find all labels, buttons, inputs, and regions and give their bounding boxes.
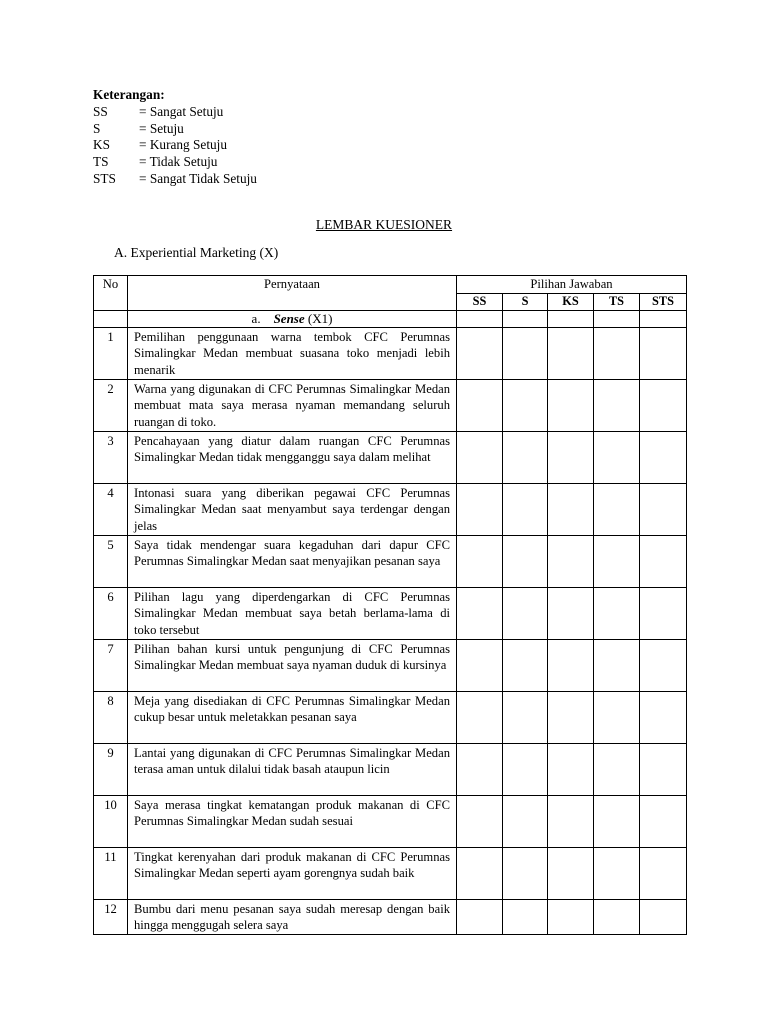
questionnaire-table <box>93 275 687 935</box>
answer-cell-sts[interactable] <box>640 640 687 692</box>
answer-cell-ss[interactable] <box>457 432 503 484</box>
statement-text: Meja yang disediakan di CFC Perumnas Simalingkar Medan cukup besar untuk meletakkan pesanan saya <box>128 692 457 744</box>
answer-cell-sts[interactable] <box>640 588 687 640</box>
legend-heading: Keterangan: <box>93 87 165 102</box>
table-row <box>94 380 687 432</box>
statement-text: Warna yang digunakan di CFC Perumnas Simalingkar Medan membuat mata saya merasa nyaman memandang seluruh ruangan di toko. <box>128 380 457 432</box>
statement-text: Saya tidak mendengar suara kegaduhan dari dapur CFC Perumnas Simalingkar Medan saat menyajikan pesanan saya <box>128 536 457 588</box>
row-number: 2 <box>94 380 128 432</box>
legend-abbr: STS <box>93 170 116 186</box>
row-number: 5 <box>94 536 128 588</box>
answer-cell-ss[interactable] <box>457 588 503 640</box>
legend-row <box>93 121 257 138</box>
answer-cell-ts[interactable] <box>594 744 640 796</box>
answer-cell-ks[interactable] <box>548 432 594 484</box>
subsection-cell <box>457 311 503 328</box>
legend-desc: = Sangat Tidak Setuju <box>139 170 257 186</box>
answer-cell-s[interactable] <box>503 328 548 380</box>
statement-text: Saya merasa tingkat kematangan produk makanan di CFC Perumnas Simalingkar Medan sudah sesuai <box>128 796 457 848</box>
statement-text: Pilihan bahan kursi untuk pengunjung di CFC Perumnas Simalingkar Medan membuat saya nyaman duduk di kursinya <box>128 640 457 692</box>
answer-cell-ss[interactable] <box>457 484 503 536</box>
document-title: LEMBAR KUESIONER <box>315 217 453 232</box>
answer-cell-ks[interactable] <box>548 640 594 692</box>
header-statement: Pernyataan <box>128 276 457 311</box>
row-number: 9 <box>94 744 128 796</box>
answer-cell-ss[interactable] <box>457 848 503 900</box>
legend-row <box>93 137 257 154</box>
answer-cell-ss[interactable] <box>457 744 503 796</box>
answer-cell-ts[interactable] <box>594 380 640 432</box>
legend-abbr: SS <box>93 103 108 119</box>
answer-cell-sts[interactable] <box>640 432 687 484</box>
answer-cell-ss[interactable] <box>457 328 503 380</box>
answer-cell-ts[interactable] <box>594 640 640 692</box>
answer-cell-sts[interactable] <box>640 536 687 588</box>
subsection-label <box>128 311 457 328</box>
answer-cell-s[interactable] <box>503 692 548 744</box>
subsection-prefix: a. <box>251 311 261 326</box>
answer-cell-ts[interactable] <box>594 900 640 935</box>
answer-cell-ks[interactable] <box>548 796 594 848</box>
answer-cell-s[interactable] <box>503 432 548 484</box>
table-row <box>94 432 687 484</box>
legend-row <box>93 104 257 121</box>
answer-cell-sts[interactable] <box>640 848 687 900</box>
answer-cell-ts[interactable] <box>594 536 640 588</box>
statement-text: Intonasi suara yang diberikan pegawai CFC Perumnas Simalingkar Medan saat menyambut saya terdengar dengan jelas <box>128 484 457 536</box>
subsection-no-cell <box>94 311 128 328</box>
legend-row <box>93 171 257 188</box>
answer-cell-s[interactable] <box>503 588 548 640</box>
answer-cell-ss[interactable] <box>457 796 503 848</box>
answer-cell-ss[interactable] <box>457 692 503 744</box>
legend-desc: = Kurang Setuju <box>139 137 228 153</box>
legend-desc: = Tidak Setuju <box>139 154 218 170</box>
header-answer-options: Pilihan Jawaban <box>457 276 687 294</box>
row-number: 1 <box>94 328 128 380</box>
legend-row <box>93 154 257 171</box>
table-row <box>94 536 687 588</box>
answer-cell-ts[interactable] <box>594 328 640 380</box>
answer-cell-ks[interactable] <box>548 900 594 935</box>
answer-cell-ks[interactable] <box>548 848 594 900</box>
answer-cell-ts[interactable] <box>594 848 640 900</box>
subsection-cell <box>548 311 594 328</box>
statement-text: Pencahayaan yang diatur dalam ruangan CFC Perumnas Simalingkar Medan tidak mengganggu saya dalam melihat <box>128 432 457 484</box>
subsection-cell <box>640 311 687 328</box>
subsection-cell <box>594 311 640 328</box>
header-option-s: S <box>503 294 548 311</box>
table-row <box>94 900 687 935</box>
answer-cell-sts[interactable] <box>640 484 687 536</box>
answer-cell-ks[interactable] <box>548 744 594 796</box>
answer-cell-s[interactable] <box>503 848 548 900</box>
statement-text: Bumbu dari menu pesanan saya sudah meresap dengan baik hingga menggugah selera saya <box>128 900 457 935</box>
legend-abbr: KS <box>93 137 110 153</box>
table-row <box>94 796 687 848</box>
answer-cell-ss[interactable] <box>457 640 503 692</box>
table-row <box>94 744 687 796</box>
row-number: 11 <box>94 848 128 900</box>
answer-cell-s[interactable] <box>503 380 548 432</box>
statement-text: Pilihan lagu yang diperdengarkan di CFC Perumnas Simalingkar Medan membuat saya betah berlama-lama di toko tersebut <box>128 588 457 640</box>
header-no: No <box>94 276 128 311</box>
legend-desc: = Sangat Setuju <box>139 103 224 119</box>
answer-cell-s[interactable] <box>503 744 548 796</box>
header-option-sts: STS <box>640 294 687 311</box>
row-number: 6 <box>94 588 128 640</box>
table-row <box>94 588 687 640</box>
answer-cell-s[interactable] <box>503 900 548 935</box>
row-number: 4 <box>94 484 128 536</box>
legend-desc: = Setuju <box>139 120 184 136</box>
table-row <box>94 692 687 744</box>
answer-cell-ts[interactable] <box>594 484 640 536</box>
subsection-row <box>94 311 687 328</box>
statement-text: Tingkat kerenyahan dari produk makanan di CFC Perumnas Simalingkar Medan seperti ayam gorengnya sudah baik <box>128 848 457 900</box>
answer-cell-ts[interactable] <box>594 796 640 848</box>
row-number: 3 <box>94 432 128 484</box>
answer-cell-s[interactable] <box>503 536 548 588</box>
answer-cell-ss[interactable] <box>457 536 503 588</box>
row-number: 12 <box>94 900 128 935</box>
answer-cell-sts[interactable] <box>640 744 687 796</box>
answer-cell-ks[interactable] <box>548 536 594 588</box>
answer-cell-ks[interactable] <box>548 588 594 640</box>
answer-cell-ss[interactable] <box>457 380 503 432</box>
subsection-cell <box>503 311 548 328</box>
table-row <box>94 484 687 536</box>
header-option-ss: SS <box>457 294 503 311</box>
answer-cell-sts[interactable] <box>640 900 687 935</box>
row-number: 8 <box>94 692 128 744</box>
answer-cell-ks[interactable] <box>548 484 594 536</box>
table-row <box>94 848 687 900</box>
subsection-suffix: (X1) <box>307 311 333 326</box>
row-number: 10 <box>94 796 128 848</box>
answer-cell-ks[interactable] <box>548 380 594 432</box>
statement-text: Lantai yang digunakan di CFC Perumnas Simalingkar Medan terasa aman untuk dilalui tidak basah ataupun licin <box>128 744 457 796</box>
answer-cell-sts[interactable] <box>640 380 687 432</box>
answer-cell-ts[interactable] <box>594 432 640 484</box>
subsection-name: Sense <box>273 311 305 326</box>
answer-cell-s[interactable] <box>503 484 548 536</box>
header-option-ks: KS <box>548 294 594 311</box>
header-option-ts: TS <box>594 294 640 311</box>
row-number: 7 <box>94 640 128 692</box>
legend-abbr: TS <box>93 154 109 170</box>
answer-cell-ks[interactable] <box>548 692 594 744</box>
answer-cell-sts[interactable] <box>640 796 687 848</box>
statement-text: Pemilihan penggunaan warna tembok CFC Perumnas Simalingkar Medan membuat suasana toko menjadi lebih menarik <box>128 328 457 380</box>
legend <box>93 87 257 188</box>
answer-cell-s[interactable] <box>503 796 548 848</box>
section-title: A. Experiential Marketing (X) <box>114 245 279 260</box>
answer-cell-sts[interactable] <box>640 692 687 744</box>
answer-cell-ks[interactable] <box>548 328 594 380</box>
answer-cell-ts[interactable] <box>594 588 640 640</box>
legend-abbr: S <box>93 120 101 136</box>
answer-cell-s[interactable] <box>503 640 548 692</box>
table-row <box>94 328 687 380</box>
answer-cell-ss[interactable] <box>457 900 503 935</box>
answer-cell-sts[interactable] <box>640 328 687 380</box>
answer-cell-ts[interactable] <box>594 692 640 744</box>
table-row <box>94 640 687 692</box>
